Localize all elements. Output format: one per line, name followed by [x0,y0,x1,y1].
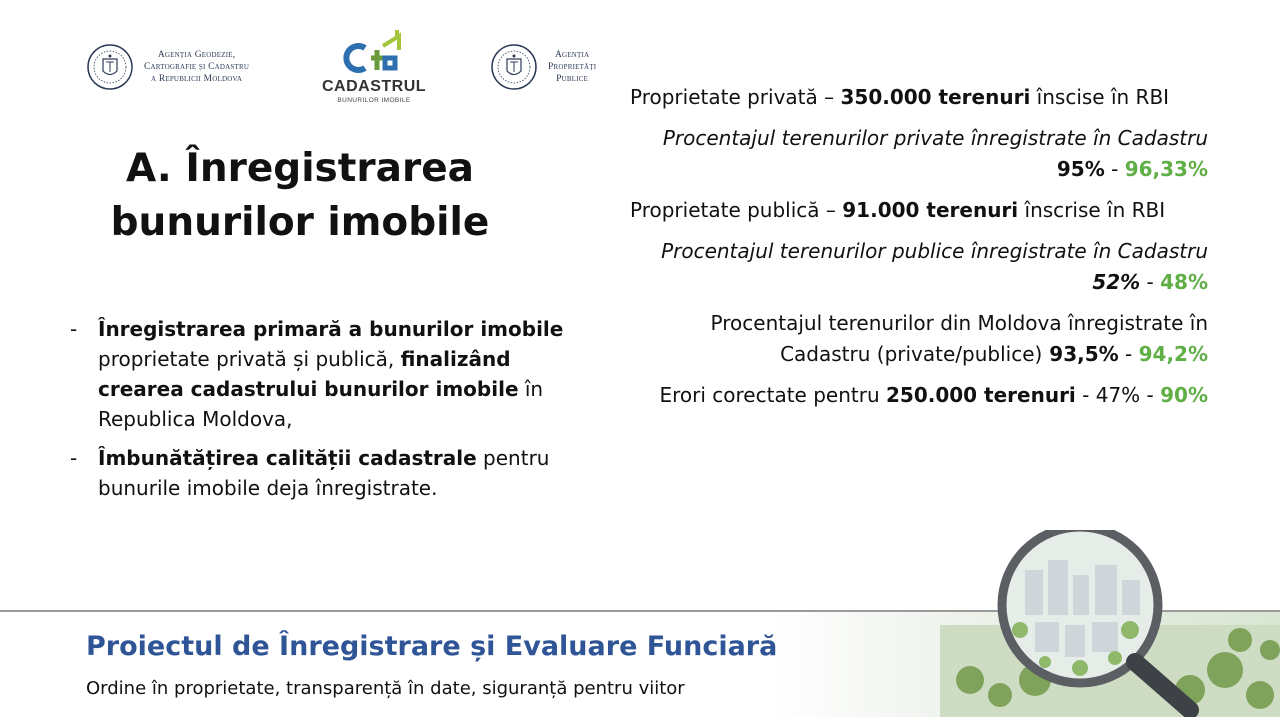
moldova-seal-icon [490,43,538,91]
project-slogan: Ordine în proprietate, transparență în date, siguranță pentru viitor [86,678,685,699]
stat-green-value: 90% [1160,383,1208,407]
stat-public-land [630,195,1208,226]
bullet1-bold1: Înregistrarea primară a bunurilor imobile [98,317,564,341]
agency-public-property-logo [490,43,596,91]
stat-bold: 250.000 terenuri [885,383,1076,407]
stat-text: înscrise în RBI [1018,198,1166,222]
stat-public-percent [630,236,1208,298]
stat-errors-corrected [630,380,1208,411]
list-item [70,314,590,434]
bullet-dash: - [70,317,78,341]
stat-separator: - [1140,270,1161,294]
bullet1-text1: proprietate privată și publică, [98,347,401,371]
agency1-line3: a Republicii Moldova [151,74,243,84]
stat-text: Proprietate privată – [630,85,841,109]
stat-green-value: 96,33% [1124,157,1208,181]
agency2-line1: Agenția [555,50,590,60]
stat-text: înscise în RBI [1030,85,1170,109]
magnifier-city-illustration-icon [940,530,1280,717]
stat-green-value: 48% [1160,270,1208,294]
section-title [100,142,500,250]
stat-text: Erori corectate pentru [659,383,886,407]
section-title-line1: A. Înregistrarea [126,146,474,191]
stat-separator: - 47% - [1075,383,1161,407]
moldova-seal-icon [86,43,134,91]
stat-bold: 93,5% [1042,342,1119,366]
stat-italic: Procentajul terenurilor private înregistrate în Cadastru [662,126,1208,150]
stat-separator: - [1118,342,1139,366]
stats-column [630,82,1208,421]
stat-private-land [630,82,1208,113]
agency1-line2: Cartografie și Cadastru [144,62,250,72]
bullet2-bold: Îmbunătățirea calității cadastrale [98,446,477,470]
agency1-line1: Agenția Geodezie, [157,50,236,60]
stat-private-percent [630,123,1208,185]
stat-text: Proprietate publică – [630,198,843,222]
bullet1-bold2: finalizând crearea cadastrului bunurilor imobile [98,347,519,401]
bullet-dash: - [70,446,78,470]
agency2-line2: Proprietăți [548,62,597,72]
agency-geodesy-logo [86,43,249,91]
stat-moldova-percent [630,308,1208,370]
stat-bold: 91.000 terenuri [842,198,1019,222]
cadastru-emblem-icon [343,28,405,76]
section-title-line2: bunurilor imobile [110,200,490,245]
cadastru-name: CADASTRUL [322,78,427,95]
stat-text: Procentajul terenurilor din Moldova înregistrate în Cadastru (private/publice) [710,311,1208,366]
stat-bold: 95% [1056,157,1105,181]
project-title: Proiectul de Înregistrare și Evaluare Funciară [86,631,778,662]
stat-green-value: 94,2% [1138,342,1208,366]
agency2-line3: Publice [556,74,589,84]
cadastru-logo [322,28,426,104]
stat-italic: Procentajul terenurilor publice înregistrate în Cadastru [661,239,1208,263]
stat-separator: - [1104,157,1125,181]
bullet1-text2: în Republica Moldova, [98,377,544,431]
cadastru-subtitle: BUNURILOR IMOBILE [337,97,411,104]
stat-bold: 350.000 terenuri [840,85,1031,109]
stat-bold: 52% [1092,270,1141,294]
bullet2-text: pentru bunurile imobile deja înregistrate. [98,446,550,500]
bullet-list [70,314,590,512]
list-item [70,443,590,503]
